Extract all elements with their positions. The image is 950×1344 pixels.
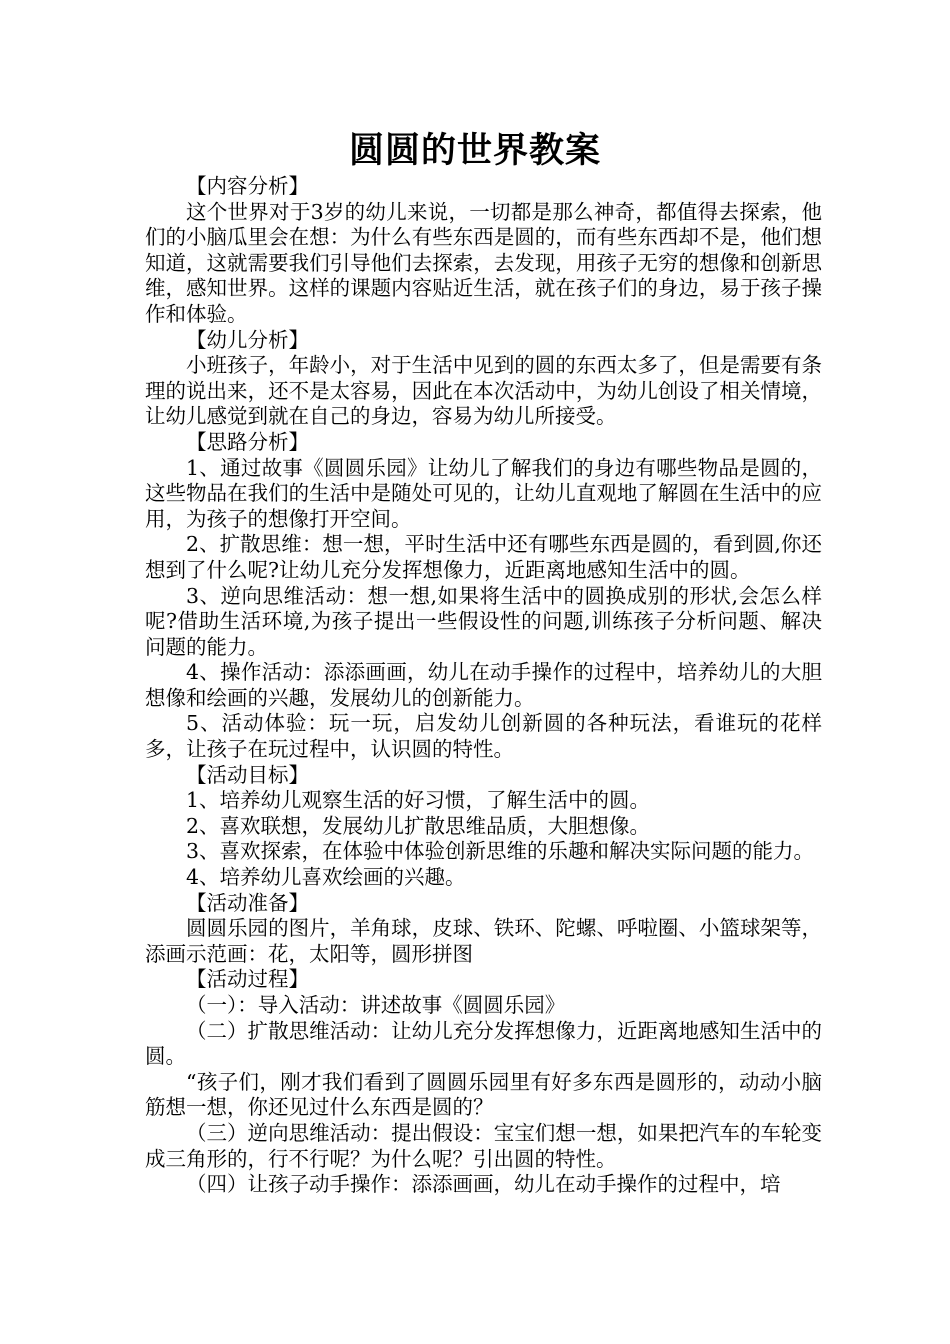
body-paragraph: （二）扩散思维活动：让幼儿充分发挥想像力，近距离地感知生活中的圆。 <box>145 1018 822 1069</box>
body-paragraph: 小班孩子，年龄小，对于生活中见到的圆的东西太多了，但是需要有条理的说出来，还不是太容易，因此在本次活动中，为幼儿创设了相关情境，让幼儿感觉到就在自己的身边，容易为幼儿所接受。 <box>145 353 822 429</box>
section-heading: 【思路分析】 <box>186 429 309 454</box>
body-paragraph: 5、活动体验：玩一玩，启发幼儿创新圆的各种玩法，看谁玩的花样多，让孩子在玩过程中，认识圆的特性。 <box>145 711 822 762</box>
section-heading: 【活动准备】 <box>186 890 309 915</box>
body-paragraph: 2、喜欢联想，发展幼儿扩散思维品质，大胆想像。 <box>186 813 651 838</box>
body-paragraph: （四）让孩子动手操作：添添画画，幼儿在动手操作的过程中，培 <box>186 1172 781 1197</box>
body-paragraph: 这个世界对于3岁的幼儿来说，一切都是那么神奇，都值得去探索，他们的小脑瓜里会在想：为什么有些东西是圆的，而有些东西却不是，他们想知道，这就需要我们引导他们去探索，去发现，用孩子无穷的想像和创新思维，感知世界。这样的课题内容贴近生活，就在孩子们的身边，易于孩子操作和体验。 <box>145 199 822 326</box>
section-heading: 【活动过程】 <box>186 967 309 992</box>
body-paragraph: 4、培养幼儿喜欢绘画的兴趣。 <box>186 865 466 890</box>
body-paragraph: 1、培养幼儿观察生活的好习惯，了解生活中的圆。 <box>186 788 651 813</box>
body-paragraph: 2、扩散思维：想一想，平时生活中还有哪些东西是圆的，看到圆,你还想到了什么呢?让幼儿充分发挥想像力，近距离地感知生活中的圆。 <box>145 532 822 582</box>
body-paragraph: （三）逆向思维活动：提出假设：宝宝们想一想，如果把汽车的车轮变成三角形的，行不行呢？为什么呢？引出圆的特性。 <box>145 1120 822 1171</box>
body-paragraph: 3、逆向思维活动：想一想,如果将生活中的圆换成别的形状,会怎么样呢?借助生活环境,为孩子提出一些假设性的问题,训练孩子分析问题、解决问题的能力。 <box>145 583 822 659</box>
section-heading: 【内容分析】 <box>186 174 309 198</box>
document-body <box>145 174 822 1198</box>
section-heading: 【幼儿分析】 <box>186 327 309 352</box>
body-paragraph: 3、喜欢探索，在体验中体验创新思维的乐趣和解决实际问题的能力。 <box>186 839 815 864</box>
body-paragraph: （一）：导入活动：讲述故事《圆圆乐园》 <box>186 993 566 1017</box>
body-paragraph: “孩子们，刚才我们看到了圆圆乐园里有好多东西是圆形的，动动小脑筋想一想，你还见过什么东西是圆的？ <box>145 1069 822 1120</box>
body-paragraph: 1、通过故事《圆圆乐园》让幼儿了解我们的身边有哪些物品是圆的，这些物品在我们的生活中是随处可见的，让幼儿直观地了解圆在生活中的应用，为孩子的想像打开空间。 <box>145 455 822 531</box>
document-title: 圆圆的世界教案 <box>348 131 601 171</box>
body-paragraph: 圆圆乐园的图片，羊角球，皮球、铁环、陀螺、呼啦圈、小篮球架等，添画示范画：花，太阳等，圆形拼图 <box>145 916 822 966</box>
section-heading: 【活动目标】 <box>186 762 309 787</box>
body-paragraph: 4、操作活动：添添画画，幼儿在动手操作的过程中，培养幼儿的大胆想像和绘画的兴趣，发展幼儿的创新能力。 <box>145 660 822 710</box>
